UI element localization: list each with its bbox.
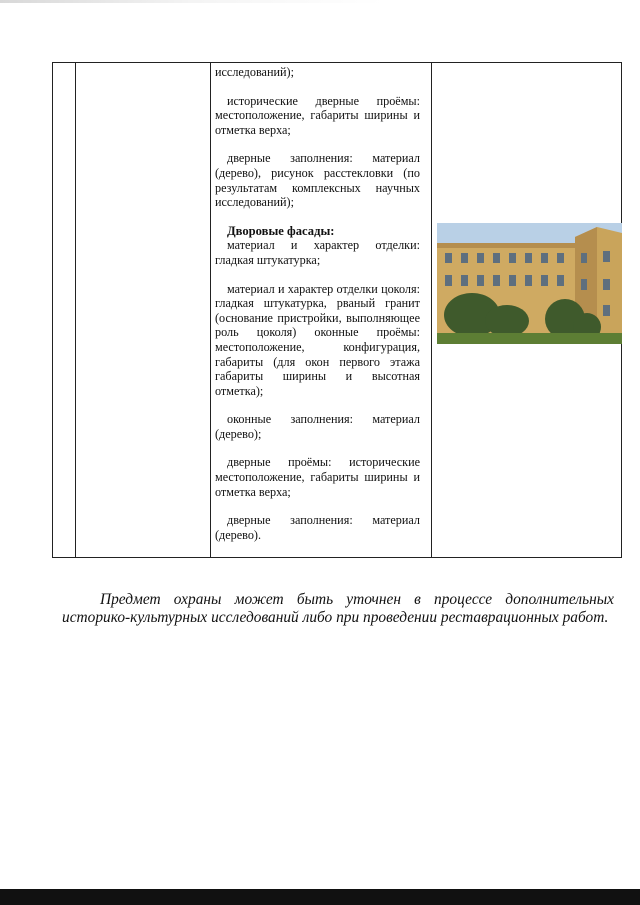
paragraph-plinth-windows: материал и характер отделки цоколя: гладкая штукатурка, рваный гранит (основание пристройки, выполняющее роль цоколя) оконные проёмы: местоположение, конфигурация, габариты (для окон первого этажа габариты ширины и высотная отметка);	[215, 281, 420, 398]
paragraph-historic-doors: дверные проёмы: исторические местоположение, габариты ширины и отметка верха;	[215, 455, 420, 499]
scan-edge-bottom	[0, 889, 640, 905]
building-illustration	[437, 223, 622, 344]
paragraph-research-end: исследований);	[215, 65, 294, 79]
column-divider	[431, 63, 432, 557]
paragraph-door-openings: исторические дверные проёмы: местоположение, габариты ширины и отметка верха;	[215, 93, 420, 137]
paragraph-window-fillings: оконные заполнения: материал (дерево);	[215, 412, 420, 441]
description-cell	[215, 65, 420, 542]
heading-courtyard-facades: Дворовые фасады:	[227, 223, 335, 238]
paragraph-door-fillings: дверные заполнения: материал (дерево), рисунок расстекловки (по результатам комплексных научных исследований);	[215, 151, 420, 210]
paragraph-finish: материал и характер отделки: гладкая штукатурка;	[215, 238, 420, 267]
footnote-text: Предмет охраны может быть уточнен в процессе дополнительных историко-культурных исследований либо при проведении реставрационных работ.	[62, 591, 614, 627]
column-divider	[75, 63, 76, 557]
courtyard-facade-photo	[437, 223, 622, 344]
column-divider	[210, 63, 211, 557]
protection-subject-table	[52, 62, 622, 558]
scan-edge-top	[0, 0, 640, 3]
paragraph-door-fillings-final: дверные заполнения: материал (дерево).	[215, 513, 420, 542]
